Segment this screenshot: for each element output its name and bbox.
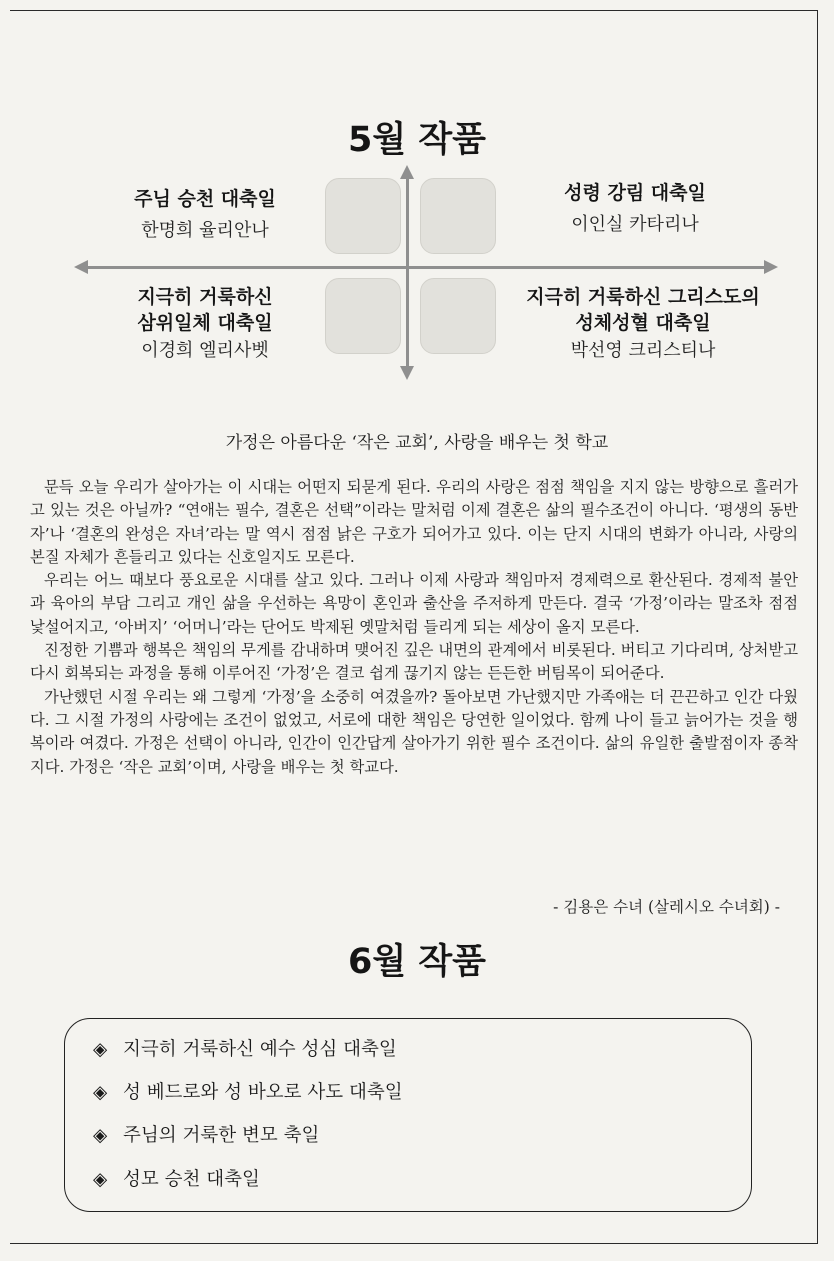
feast-name-line-2: 삼위일체 대축일 <box>137 312 273 334</box>
feast-entry-pentecost <box>520 180 750 238</box>
essay-title: 가정은 아름다운 ‘작은 교회’, 사랑을 배우는 첫 학교 <box>225 433 609 453</box>
quadrant-tile-bottom-left <box>325 278 401 354</box>
june-feast-label: 지극히 거룩하신 예수 성심 대축일 <box>123 1039 397 1060</box>
may-section-title: 5월 작품 <box>348 120 486 160</box>
feast-name: 성령 강림 대축일 <box>564 182 706 204</box>
arrow-down-icon <box>400 366 414 380</box>
essay-paragraph: 우리는 어느 때보다 풍요로운 시대를 살고 있다. 그러나 이제 사랑과 책임마저 경제력으로 환산된다. 경제적 불안과 육아의 부담 그리고 개인 삶을 우선하는 욕망이 혼인과 출산을 주저하게 만든다. 결국 ‘가정’이라는 말조차 점점 낯설어지고, ‘아버지’ ‘어머니’라는 단어도 박제된 옛말처럼 들리게 되는 세상이 올지 모른다. <box>30 571 798 636</box>
diamond-bullet-icon: ◈ <box>93 1039 108 1060</box>
june-feast-item <box>93 1078 403 1104</box>
feast-artist: 한명희 율리안나 <box>141 220 269 241</box>
essay-paragraph: 진정한 기쁨과 행복은 책임의 무게를 감내하며 맺어진 깊은 내면의 관계에서 비롯된다. 버티고 기다리며, 상처받고 다시 회복되는 과정을 통해 이루어진 ‘가정’은 결코 쉽게 끊기지 않는 든든한 버팀목이 되어준다. <box>30 641 798 683</box>
june-feast-item <box>93 1121 319 1147</box>
quadrant-tile-bottom-right <box>420 278 496 354</box>
feast-entry-corpus-christi <box>508 284 778 364</box>
feast-name-line-1: 지극히 거룩하신 <box>137 286 273 308</box>
feast-name-line-1: 지극히 거룩하신 그리스도의 <box>526 286 760 308</box>
june-feast-item <box>93 1035 397 1061</box>
arrow-up-icon <box>400 165 414 179</box>
june-feast-label: 성 베드로와 성 바오로 사도 대축일 <box>123 1082 403 1103</box>
horizontal-axis-line <box>84 266 764 269</box>
feast-entry-ascension <box>90 186 320 244</box>
june-section-title: 6월 작품 <box>348 942 486 982</box>
june-feast-item <box>93 1165 260 1191</box>
june-feast-label: 성모 승천 대축일 <box>123 1169 260 1190</box>
june-feast-list <box>64 1018 752 1212</box>
diamond-bullet-icon: ◈ <box>93 1082 108 1103</box>
vertical-axis-line <box>406 178 409 368</box>
feast-artist: 이경희 엘리사벳 <box>141 340 269 361</box>
arrow-left-icon <box>74 260 88 274</box>
feast-artist: 이인실 카타리나 <box>571 214 699 235</box>
quadrant-tile-top-left <box>325 178 401 254</box>
essay-body <box>30 476 798 779</box>
essay-signature: - 김용은 수녀 (살레시오 수녀회) - <box>553 898 780 916</box>
diamond-bullet-icon: ◈ <box>93 1125 108 1146</box>
feast-artist: 박선영 크리스티나 <box>570 340 716 361</box>
feast-name: 주님 승천 대축일 <box>134 188 276 210</box>
essay-paragraph: 가난했던 시절 우리는 왜 그렇게 ‘가정’을 소중히 여겼을까? 돌아보면 가난했지만 가족애는 더 끈끈하고 인간 다웠다. 그 시절 가정의 사랑에는 조건이 없었고, 서로에 대한 책임은 당연한 일이었다. 함께 나이 들고 늙어가는 것을 행복이라 여겼다. 가정은 선택이 아니라, 인간이 인간답게 살아가기 위한 필수 조건이다. 삶의 유일한 출발점이자 종착지다. 가정은 ‘작은 교회’이며, 사랑을 배우는 첫 학교다. <box>30 687 798 776</box>
feast-name-line-2: 성체성혈 대축일 <box>575 312 711 334</box>
diamond-bullet-icon: ◈ <box>93 1169 108 1190</box>
essay-paragraph: 문득 오늘 우리가 살아가는 이 시대는 어떤지 되묻게 된다. 우리의 사랑은 점점 책임을 지지 않는 방향으로 흘러가고 있는 것은 아닐까? “연애는 필수, 결혼은 선택”이라는 말처럼 이제 결혼은 삶의 필수조건이 아니다. ‘평생의 동반자’나 ‘결혼의 완성은 자녀’라는 말 역시 점점 낡은 구호가 되어가고 있다. 이는 단지 시대의 변화가 아니라, 사랑의 본질 자체가 흔들리고 있다는 신호일지도 모른다. <box>30 478 798 566</box>
feast-entry-trinity <box>90 284 320 364</box>
quadrant-tile-top-right <box>420 178 496 254</box>
june-feast-label: 주님의 거룩한 변모 축일 <box>123 1125 320 1146</box>
arrow-right-icon <box>764 260 778 274</box>
